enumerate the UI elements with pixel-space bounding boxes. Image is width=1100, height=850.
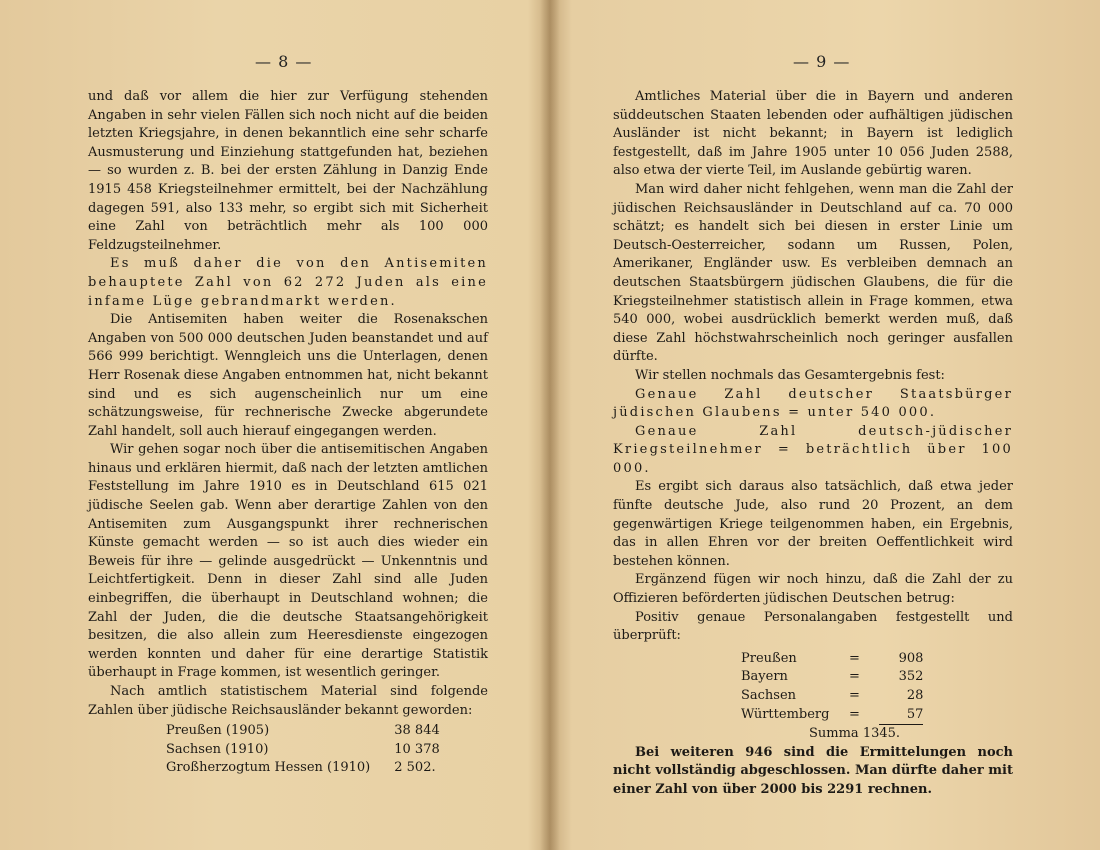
paragraph: Es muß daher die von den Antisemiten behauptete Zahl von 62 272 Juden als eine infame Lüge gebrandmarkt werden. (88, 256, 488, 309)
table-cell-value: 2 502. (394, 760, 436, 776)
result-line: Genaue Zahl deutsch-jüdischer Kriegsteilnehmer = beträchtlich über 100 000. (613, 423, 1013, 476)
table-cell-value: 57 (879, 706, 923, 725)
paragraph: Ergänzend fügen wir noch hinzu, daß die Zahl der zu Offizieren beförderten jüdischen Deutschen betrug: (613, 572, 1013, 607)
table-cell-eq: = (849, 706, 860, 722)
page-number-left: — 8 — (255, 52, 313, 71)
paragraph: Es ergibt sich daraus also tatsächlich, daß etwa jeder fünfte deutsche Jude, also rund 20 Prozent, an dem gegenwärtigen Kriege teilgenommen haben, ein Ergebnis, das in allen Ehren vor der breiten Oeffentlichkeit wird bestehen können. (613, 479, 1013, 569)
table-cell-value: 908 (898, 650, 924, 666)
table-cell-label: Sachsen (741, 688, 797, 703)
table-row (166, 759, 440, 778)
table-row (741, 706, 923, 725)
result-line: Genaue Zahl deutscher Staatsbürger jüdischen Glaubens = unter 540 000. (613, 386, 1013, 421)
table-row (166, 741, 440, 760)
table-cell-eq: = (849, 688, 860, 703)
paragraph: Amtliches Material über die in Bayern und anderen süddeutschen Staaten lebenden oder aufhältigen jüdischen Ausländer ist nicht bekannt; in Bayern ist lediglich festgestellt, daß im Jahre 1905 unter 10 056 Juden 2588, also etwa der vierte Teil, im Auslande gebürtig waren. (613, 89, 1013, 179)
table-cell-eq: = (849, 650, 860, 666)
officers-table (741, 650, 923, 725)
paragraph: und daß vor allem die hier zur Verfügung stehenden Angaben in sehr vielen Fällen sich noch nicht auf die beiden letzten Kriegsjahre, in denen bekanntlich eine sehr scharfe Ausmusterung und Einziehung stattgefunden hat, beziehen — so wurden z. B. bei der ersten Zählung in Danzig Ende 1915 458 Kriegsteilnehmer ermittelt, bei der Nachzählung dagegen 591, also 133 mehr, so ergibt sich mit Sicherheit eine Zahl von beträchtlich mehr als 100 000 Feldzugsteilnehmer. (88, 89, 488, 253)
table-cell-label: Bayern (741, 669, 788, 685)
table-cell-label: Württemberg (741, 706, 830, 722)
table-cell-value: 38 844 (394, 723, 440, 739)
paragraph: Positiv genaue Personalangaben festgestellt und überprüft: (613, 609, 1013, 644)
table-cell-value: 28 (906, 688, 924, 703)
closing-paragraph: Bei weiteren 946 sind die Ermittelungen noch nicht vollständig abgeschlossen. Man dürfte daher mit einer Zahl von über 2000 bis 2291 rechnen. (613, 744, 1013, 797)
table-cell-label: Preußen (741, 650, 797, 666)
page-right-body (613, 88, 1013, 800)
table-cell-value: 352 (898, 669, 924, 685)
table-cell-value: 10 378 (394, 741, 440, 757)
summa-total: Summa 1345. (809, 726, 901, 742)
table-row (741, 687, 923, 706)
paragraph: Nach amtlich statistischem Material sind folgende Zahlen über jüdische Reichsausländer bekannt geworden: (88, 684, 488, 718)
table-row (741, 650, 923, 669)
table-row (741, 668, 923, 687)
page-left-body (88, 88, 488, 778)
paragraph: Die Antisemiten haben weiter die Rosenakschen Angaben von 500 000 deutschen Juden beanstandet und auf 566 999 berichtigt. Wenngleich uns die Unterlagen, denen Herr Rosenak diese Angaben entnommen hat, nicht bekannt sind und es sich augenscheinlich nur um eine schätzungsweise, für rechnerische Zwecke abgerundete Zahl handelt, soll auch hierauf eingegangen werden. (88, 312, 488, 439)
table-cell-eq: = (849, 669, 860, 685)
page-left (0, 0, 545, 850)
table-cell-label: Sachsen (1910) (166, 741, 269, 757)
table-row (166, 722, 440, 741)
table-cell-label: Großherzogtum Hessen (1910) (166, 760, 371, 776)
reichsauslaender-table (166, 722, 440, 778)
paragraph: Man wird daher nicht fehlgehen, wenn man die Zahl der jüdischen Reichsausländer in Deutschland auf ca. 70 000 schätzt; es handelt sich bei diesen in erster Linie um Deutsch-Oesterreicher, sodann um Russen, Polen, Amerikaner, Engländer usw. Es verbleiben demnach an deutschen Staatsbürgern jüdischen Glaubens, die für die Kriegsteilnehmer statistisch allein in Frage kommen, etwa 540 000, wobei ausdrücklich bemerkt werden muß, daß diese Zahl höchstwahrscheinlich noch geringer ausfallen dürfte. (613, 181, 1013, 365)
paragraph: Wir gehen sogar noch über die antisemitischen Angaben hinaus und erklären hiermit, daß nach der letzten amtlichen Feststellung im Jahre 1910 es in Deutschland 615 021 jüdische Seelen gab. Wenn aber derartige Zahlen von den Antisemiten zum Ausgangspunkt ihrer rechnerischen Künste gemacht werden — so ist auch dies wieder ein Beweis für ihre — gelinde ausgedrückt — Unkenntnis und Leichtfertigkeit. Denn in dieser Zahl sind alle Juden einbegriffen, die überhaupt in Deutschland wohnen; die Zahl der Juden, die die deutsche Staatsangehörigkeit besitzen, die also allein zum Heeresdienste eingezogen werden konnten und daher für eine derartige Statistik überhaupt in Frage kommen, ist wesentlich geringer. (88, 442, 488, 681)
table-cell-label: Preußen (1905) (166, 723, 270, 739)
page-right (555, 0, 1100, 850)
page-number-right: — 9 — (793, 52, 851, 71)
paragraph: Wir stellen nochmals das Gesamtergebnis fest: (635, 367, 945, 383)
